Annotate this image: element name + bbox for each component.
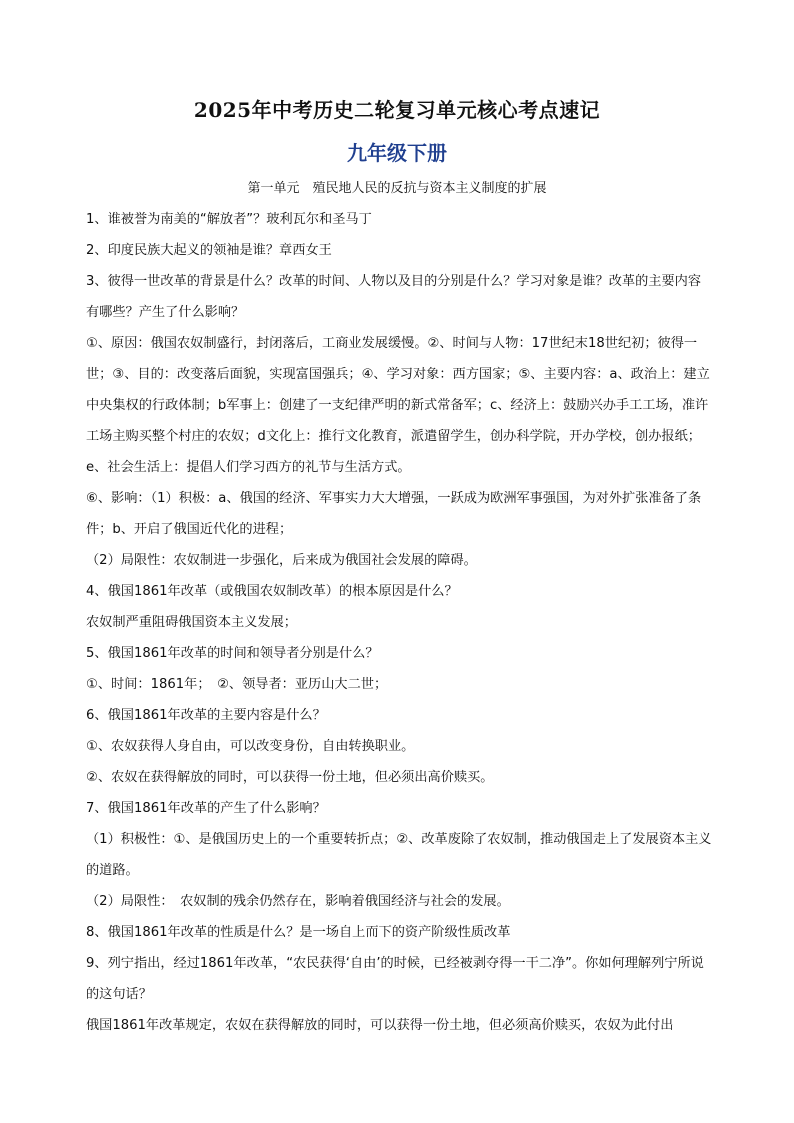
paragraph: ⑥、影响：（1）积极：a、俄国的经济、军事实力大大增强，一跃成为欧洲军事强国，为对外扩张准备了条件；b、开启了俄国近代化的进程； [86, 491, 702, 537]
paragraph: 9、列宁指出，经过1861年改革，“农民获得‘自由’的时候，已经被剥夺得一干二净”。你如何理解列宁所说的这句话？ [86, 956, 704, 1002]
paragraph: 4、俄国1861年改革（或俄国农奴制改革）的根本原因是什么？ [86, 584, 458, 599]
document-subtitle: 九年级下册 [347, 141, 447, 165]
paragraph: 农奴制严重阻碍俄国资本主义发展； [86, 615, 297, 630]
paragraph: 俄国1861年改革规定，农奴在获得解放的同时，可以获得一份土地，但必须高价赎买，农奴为此付出 [86, 1018, 674, 1033]
paragraph: 1、谁被誉为南美的“解放者”？玻利瓦尔和圣马丁 [86, 212, 372, 227]
paragraph: 7、俄国1861年改革的产生了什么影响？ [86, 801, 326, 816]
document-body [86, 204, 712, 1041]
paragraph: （2）局限性： 农奴制的残余仍然存在，影响着俄国经济与社会的发展。 [86, 894, 510, 909]
paragraph: 3、彼得一世改革的背景是什么？改革的时间、人物以及目的分别是什么？学习对象是谁？改革的主要内容有哪些？产生了什么影响？ [86, 274, 702, 320]
paragraph: 6、俄国1861年改革的主要内容是什么？ [86, 708, 326, 723]
paragraph: ②、农奴在获得解放的同时，可以获得一份土地，但必须出高价赎买。 [86, 770, 494, 785]
paragraph: 8、俄国1861年改革的性质是什么？是一场自上而下的资产阶级性质改革 [86, 925, 511, 940]
paragraph: ①、时间：1861年； ②、领导者：亚历山大二世； [86, 677, 388, 692]
paragraph: ①、原因：俄国农奴制盛行，封闭落后，工商业发展缓慢。②、时间与人物：17世纪末18世纪初；彼得一世；③、目的：改变落后面貌，实现富国强兵；④、学习对象：西方国家；⑤、主要内容：a、政治上：建立中央集权的行政体制；b军事上：创建了一支纪律严明的新式常备军；c、经济上：鼓励兴办手工工场，准许工场主购买整个村庄的农奴；d文化上：推行文化教育，派遣留学生，创办科学院，开办学校，创办报纸；e、社会生活上：提倡人们学习西方的礼节与生活方式。 [86, 336, 710, 475]
document-title: 2025年中考历史二轮复习单元核心考点速记 [193, 98, 601, 122]
unit-heading: 第一单元 殖民地人民的反抗与资本主义制度的扩展 [247, 181, 547, 196]
paragraph: ①、农奴获得人身自由，可以改变身份，自由转换职业。 [86, 739, 415, 754]
paragraph: 2、印度民族大起义的领袖是谁？章西女王 [86, 243, 332, 258]
paragraph: （2）局限性：农奴制进一步强化，后来成为俄国社会发展的障碍。 [86, 553, 477, 568]
paragraph: 5、俄国1861年改革的时间和领导者分别是什么？ [86, 646, 379, 661]
paragraph: （1）积极性：①、是俄国历史上的一个重要转折点；②、改革废除了农奴制，推动俄国走上了发展资本主义的道路。 [86, 832, 712, 878]
